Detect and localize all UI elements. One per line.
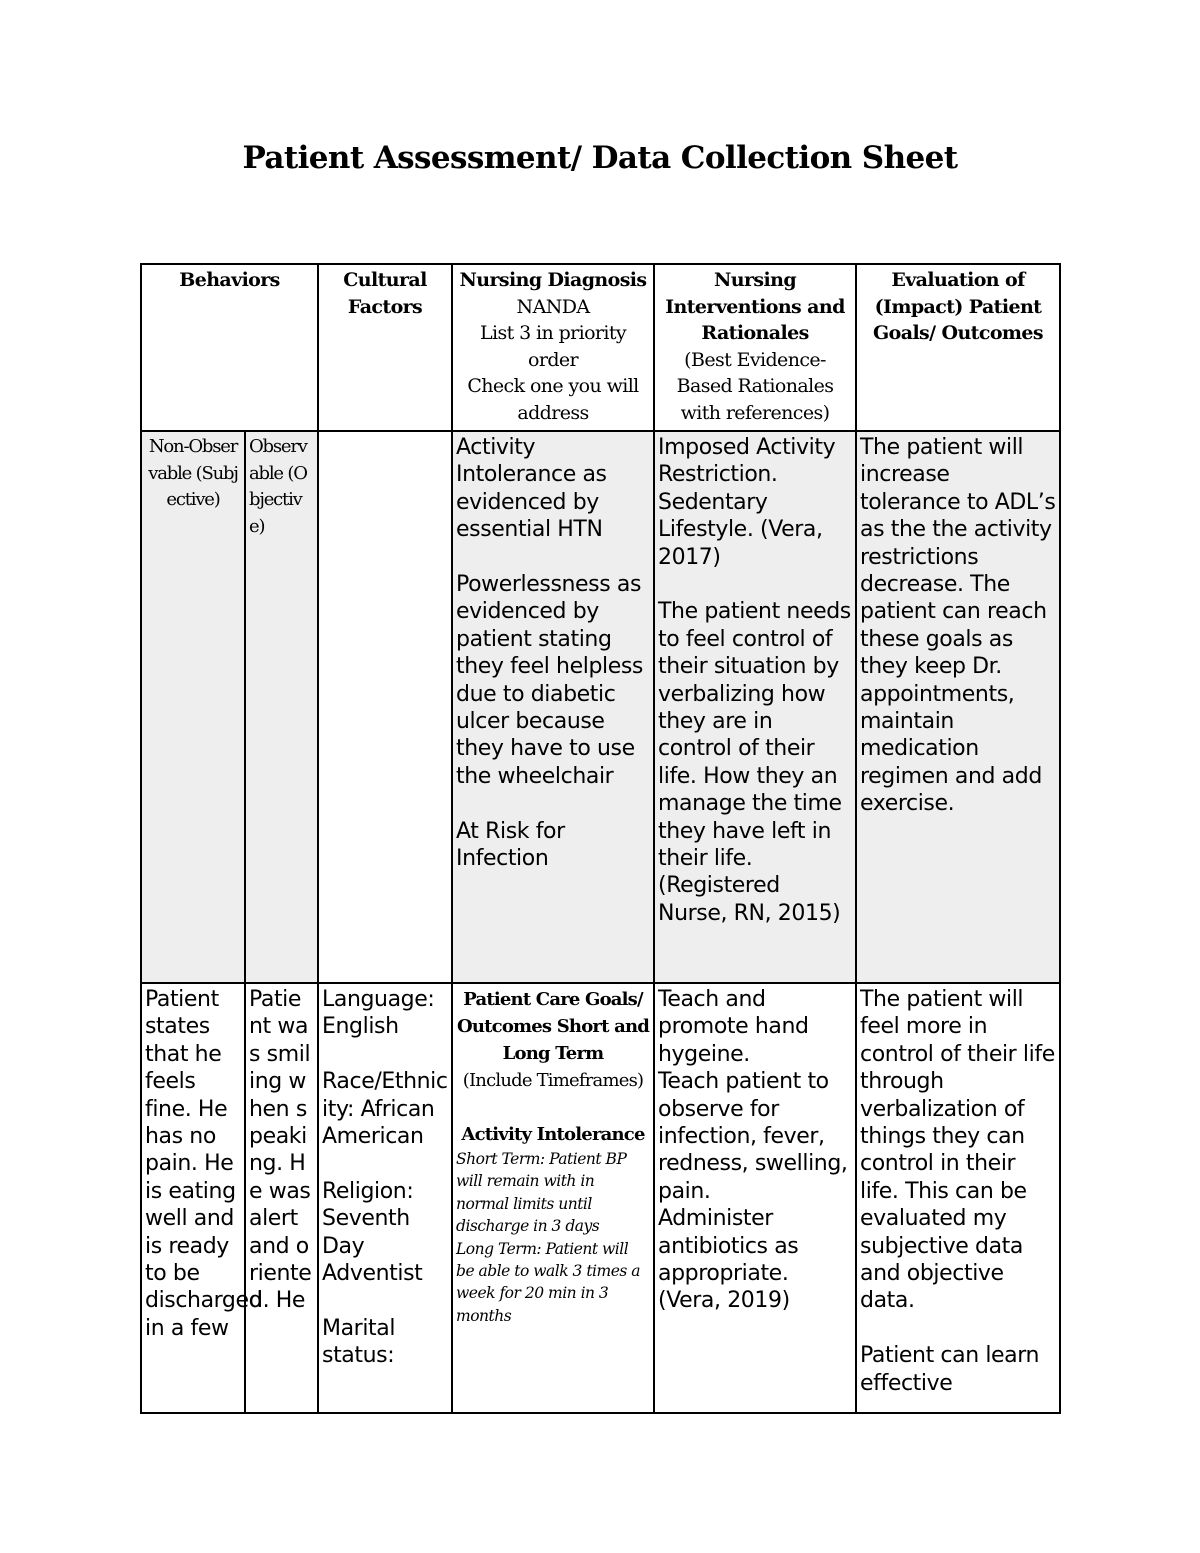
subjective-data-text: Patient states that he feels fine. He has no pain. He is eating well and is ready to be discharged in a few (145, 987, 263, 1341)
religion-value: Religion: Seventh Day Adventist (322, 1178, 423, 1287)
observable-label: Observable (Objective) (249, 436, 307, 537)
evaluation-learning: Patient can learn effective (860, 1343, 1040, 1396)
diagnoses-cell (452, 431, 654, 983)
header-evaluation (856, 264, 1060, 431)
goals-heading: Patient Care Goals/ Outcomes Short and Long Term (456, 989, 650, 1064)
non-observable-label: Non-Observable (Subjective) (148, 436, 238, 510)
evaluation-cell-row2 (856, 983, 1060, 1413)
long-term-goal: Long Term: Patient will be able to walk 3 times a week for 20 min in 3 months (456, 1239, 640, 1325)
interventions-cell-row2 (654, 983, 856, 1413)
subjective-data-cell (141, 983, 263, 1413)
assessment-row (141, 983, 1060, 1413)
cultural-factors-heading: Cultural Factors (343, 269, 427, 318)
observable-cell (245, 431, 318, 983)
goals-timeframe-note: (Include Timeframes) (462, 1070, 644, 1091)
header-row (141, 264, 1060, 431)
intervention-observe-infection: Teach patient to observe for infection, fever, redness, swelling, pain. (658, 1069, 848, 1204)
goals-cell (452, 983, 654, 1413)
short-term-goal: Short Term: Patient BP will remain with in normal limits until discharge in 3 days (456, 1150, 627, 1236)
header-behaviors (141, 264, 318, 431)
cultural-data-cell (318, 983, 452, 1413)
language-value: Language: English (322, 987, 435, 1040)
intervention-control: The patient needs to feel control of their situation by verbalizing how they are in control of their life. How they an manage the time they have left in their life. (Registered Nurse, RN, 2015) (658, 599, 851, 926)
intervention-reference: (Vera, 2019) (658, 1288, 790, 1314)
page-title: Patient Assessment/ Data Collection Sheet (242, 140, 958, 176)
marital-status-value: Marital status: (322, 1315, 396, 1369)
diagnosis-row (141, 431, 1060, 983)
race-value: Race/Ethnicity: African American (322, 1069, 448, 1150)
priority-instruction: List 3 in priority order (479, 322, 627, 371)
interventions-note: (Best Evidence-Based Rationales with references) (676, 348, 834, 424)
nanda-label: NANDA (516, 295, 590, 318)
header-interventions (654, 264, 856, 431)
diagnosis-powerlessness: Powerlessness as evidenced by patient stating they feel helpless due to diabetic ulcer because they have to use the wheelchair (456, 572, 643, 789)
behaviors-heading: Behaviors (179, 269, 280, 291)
interventions-heading: Nursing Interventions and Rationales (665, 269, 845, 344)
diagnosis-infection-risk: At Risk for Infection (456, 818, 565, 872)
goals-activity-heading: Activity Intolerance (461, 1124, 645, 1145)
nursing-diagnosis-heading: Nursing Diagnosis (459, 269, 647, 291)
objective-data-cell (245, 983, 318, 1413)
non-observable-cell (141, 431, 245, 983)
interventions-cell-row1 (654, 431, 856, 983)
evaluation-text-row1: The patient will increase tolerance to ADL’s as the the activity restrictions decrease. The patient can reach these goals as they keep Dr. appointments, maintain medication regimen and add exercise. (860, 435, 1056, 817)
check-instruction: Check one you will address (467, 375, 639, 424)
intervention-antibiotics: Administer antibiotics as appropriate. (658, 1206, 799, 1287)
header-cultural-factors (318, 264, 452, 431)
data-collection-table (140, 263, 1061, 1414)
intervention-activity: Imposed Activity Restriction. Sedentary Lifestyle. (Vera, 2017) (658, 435, 836, 570)
intervention-hand-hygiene: Teach and promote hand hygeine. (658, 987, 809, 1067)
cultural-empty-cell (318, 431, 452, 983)
header-nursing-diagnosis (452, 264, 654, 431)
evaluation-cell-row1 (856, 431, 1060, 983)
evaluation-control: The patient will feel more in control of their life through verbalization of things they can control in their life. This can be evaluated my subjective data and objective data. (860, 987, 1055, 1314)
objective-data-text: Patient was smiling when speaking. He was alert and oriented. He (249, 987, 312, 1314)
diagnosis-activity-intolerance: Activity Intolerance as evidenced by essential HTN (456, 435, 607, 543)
evaluation-heading: Evaluation of (Impact) Patient Goals/ Outcomes (873, 269, 1043, 344)
